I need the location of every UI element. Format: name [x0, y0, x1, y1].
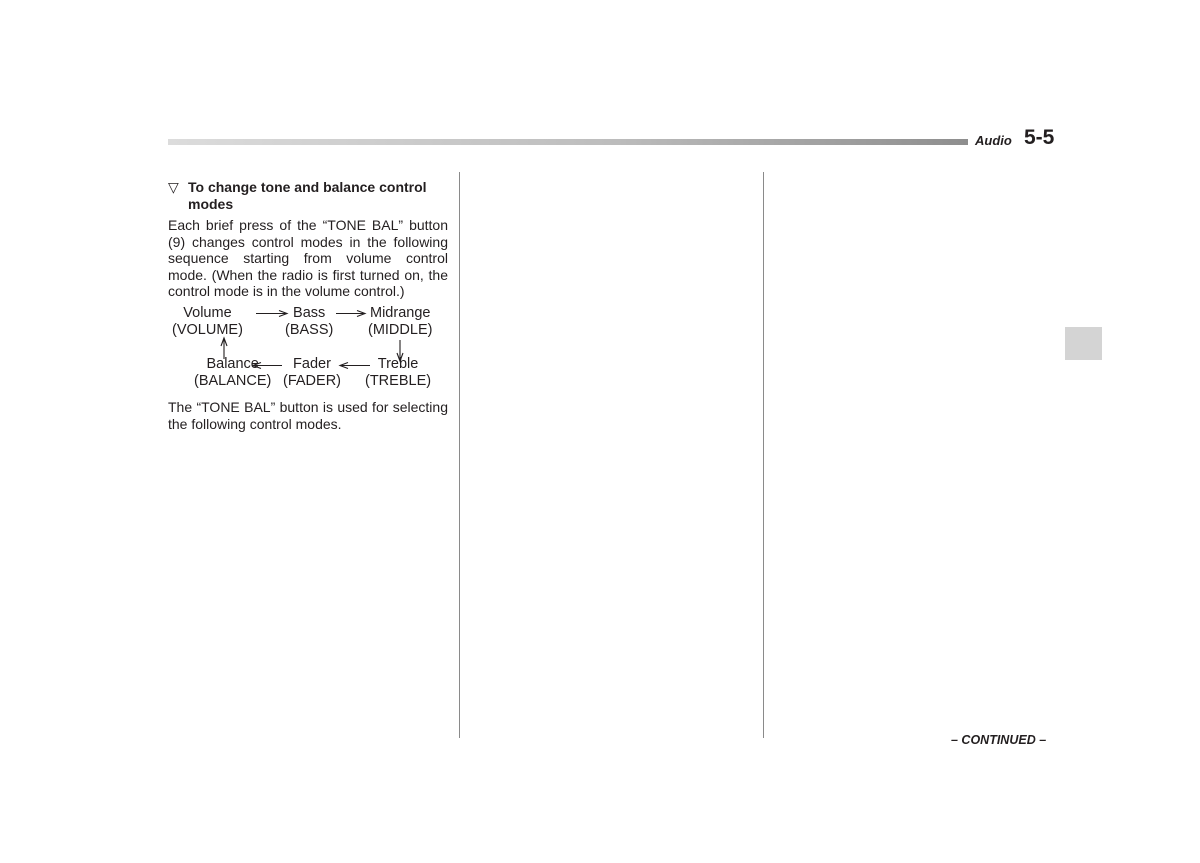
header-rule — [168, 139, 968, 145]
heading-text: To change tone and balance control modes — [188, 179, 427, 212]
mode-label: Volume — [183, 304, 232, 321]
text-column — [168, 179, 448, 432]
mode-code: (FADER) — [283, 372, 341, 389]
section-heading — [168, 179, 448, 212]
mode-sequence-diagram — [168, 305, 448, 395]
paragraph-modes: The “TONE BAL” button is used for selecting the following control modes. — [168, 398, 448, 432]
page-number: 5-5 — [1024, 126, 1055, 149]
continued-label: – CONTINUED – — [951, 733, 1047, 747]
mode-code: (BALANCE) — [194, 372, 272, 389]
mode-code: (VOLUME) — [172, 321, 243, 338]
mode-label: Bass — [293, 304, 326, 321]
mode-label: Fader — [293, 355, 331, 372]
column-divider-2 — [763, 172, 764, 738]
mode-code: (TREBLE) — [365, 372, 432, 389]
paragraph-intro: Each brief press of the “TONE BAL” button (9) changes control modes in the following sequence starting from volume control mode. (When the radio is first turned on, the control mode is in the volume control.) — [168, 217, 448, 300]
column-divider-1 — [459, 172, 460, 738]
triangle-marker-icon: ▽ — [168, 179, 179, 195]
mode-label: Midrange — [370, 304, 431, 321]
chapter-tab — [1065, 327, 1102, 360]
mode-label: Balance — [206, 355, 259, 372]
mode-label: Treble — [377, 355, 419, 372]
mode-code: (MIDDLE) — [368, 321, 433, 338]
mode-code: (BASS) — [285, 321, 334, 338]
sequence-arrows — [168, 305, 448, 395]
section-title: Audio — [975, 133, 1012, 148]
